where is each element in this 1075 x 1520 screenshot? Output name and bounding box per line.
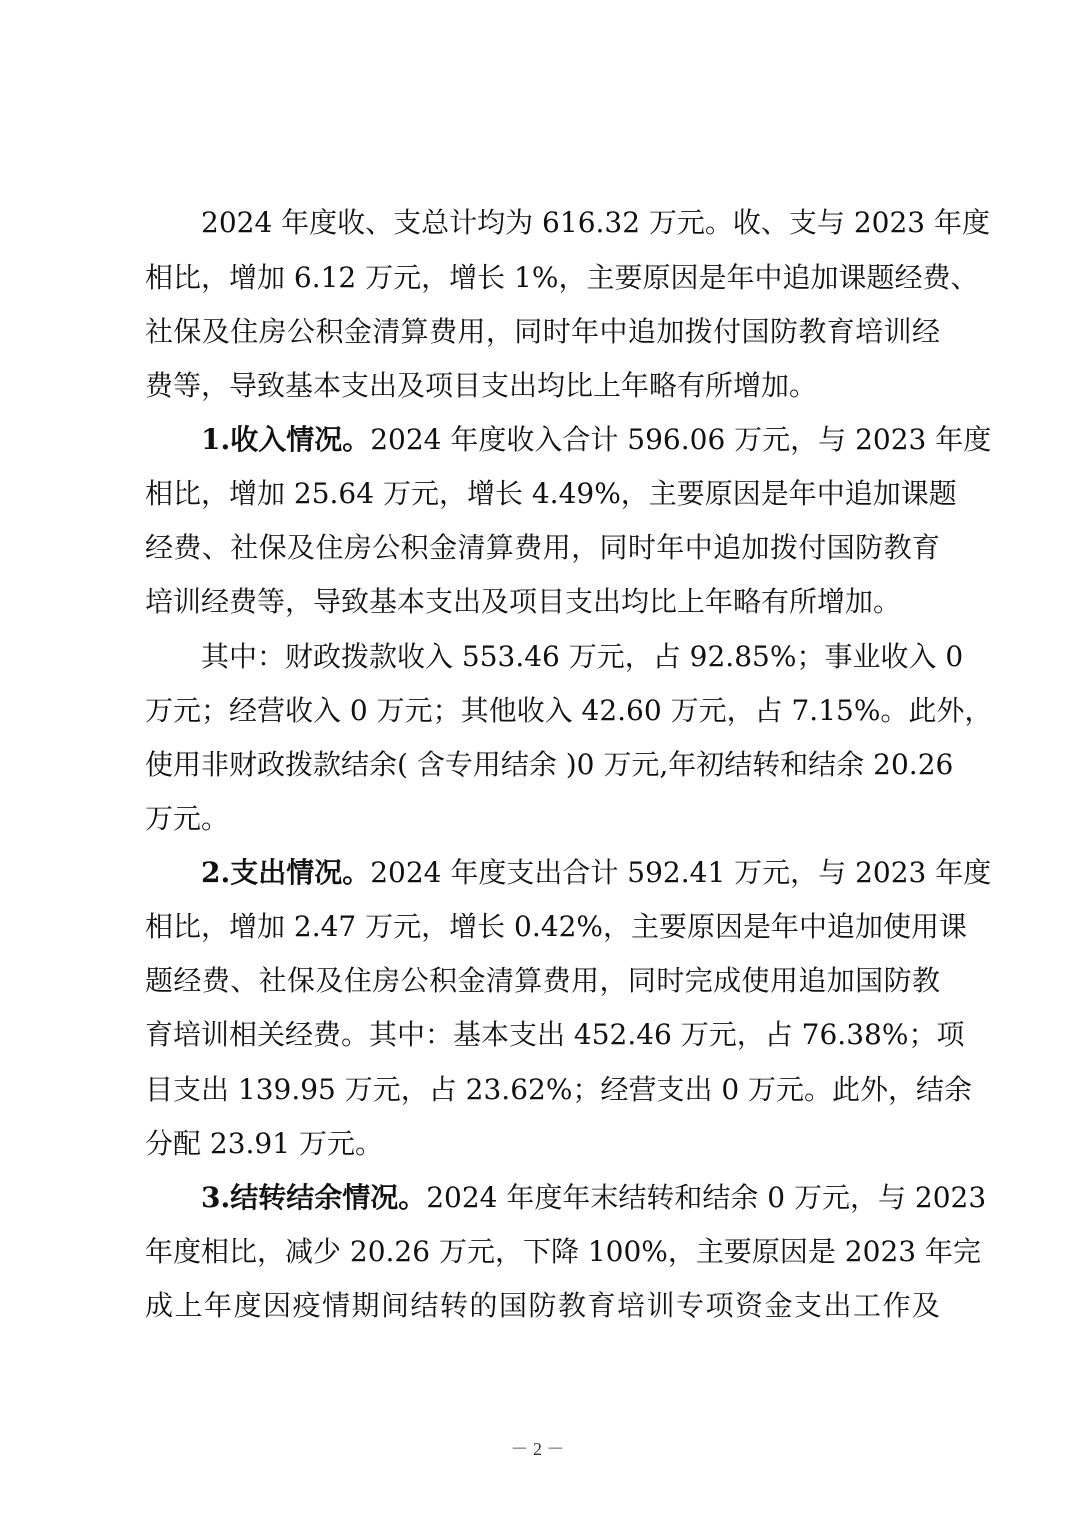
expense-line-1-text: 2024 年度支出合计 592.41 万元，与 2023 年度: [370, 856, 992, 889]
paragraph-2-line-2: 相比，增加 25.64 万元，增长 4.49%，主要原因是年中追加课题: [145, 477, 957, 510]
expense-heading: 2.支出情况。: [201, 856, 371, 889]
carryover-heading: 3.结转结余情况。: [201, 1181, 427, 1214]
paragraph-1-line-1: 2024 年度收、支总计均为 616.32 万元。收、支与 2023 年度: [201, 206, 990, 239]
paragraph-5-line-3: 成上年度因疫情期间结转的国防教育培训专项资金支出工作及: [145, 1289, 940, 1322]
paragraph-4-line-6: 分配 23.91 万元。: [145, 1127, 383, 1160]
paragraph-3-line-3: 使用非财政拨款结余( 含专用结余 )0 万元,年初结转和结余 20.26: [145, 748, 954, 781]
paragraph-5-line-1: [201, 1180, 987, 1216]
paragraph-2-line-3: 经费、社保及住房公积金清算费用，同时年中追加拨付国防教育: [145, 531, 940, 564]
paragraph-1-line-2: 相比，增加 6.12 万元，增长 1%，主要原因是年中追加课题经费、: [145, 261, 979, 294]
income-heading: 1.收入情况。: [201, 423, 371, 456]
carryover-line-1-text: 2024 年度年末结转和结余 0 万元，与 2023: [426, 1181, 987, 1214]
paragraph-4-line-2: 相比，增加 2.47 万元，增长 0.42%，主要原因是年中追加使用课: [145, 910, 967, 943]
paragraph-4-line-1: [201, 855, 992, 891]
paragraph-4-line-5: 目支出 139.95 万元，占 23.62%；经营支出 0 万元。此外，结余: [145, 1073, 973, 1106]
paragraph-3-line-2: 万元；经营收入 0 万元；其他收入 42.60 万元，占 7.15%。此外，: [145, 694, 993, 727]
paragraph-3-line-1: 其中：财政拨款收入 553.46 万元，占 92.85%；事业收入 0: [201, 640, 964, 673]
paragraph-2-line-4: 培训经费等，导致基本支出及项目支出均比上年略有所增加。: [145, 585, 902, 618]
paragraph-1-line-4: 费等，导致基本支出及项目支出均比上年略有所增加。: [145, 369, 818, 402]
paragraph-4-line-4: 育培训相关经费。其中：基本支出 452.46 万元，占 76.38%；项: [145, 1018, 965, 1051]
page-number: － 2 －: [510, 1439, 565, 1459]
paragraph-5-line-2: 年度相比，减少 20.26 万元，下降 100%，主要原因是 2023 年完: [145, 1235, 981, 1268]
paragraph-3-line-4: 万元。: [145, 802, 230, 835]
income-line-1-text: 2024 年度收入合计 596.06 万元，与 2023 年度: [370, 423, 992, 456]
paragraph-2-line-1: [201, 422, 992, 458]
paragraph-1-line-3: 社保及住房公积金清算费用，同时年中追加拨付国防教育培训经: [145, 315, 940, 348]
paragraph-4-line-3: 题经费、社保及住房公积金清算费用，同时完成使用追加国防教: [145, 964, 940, 997]
